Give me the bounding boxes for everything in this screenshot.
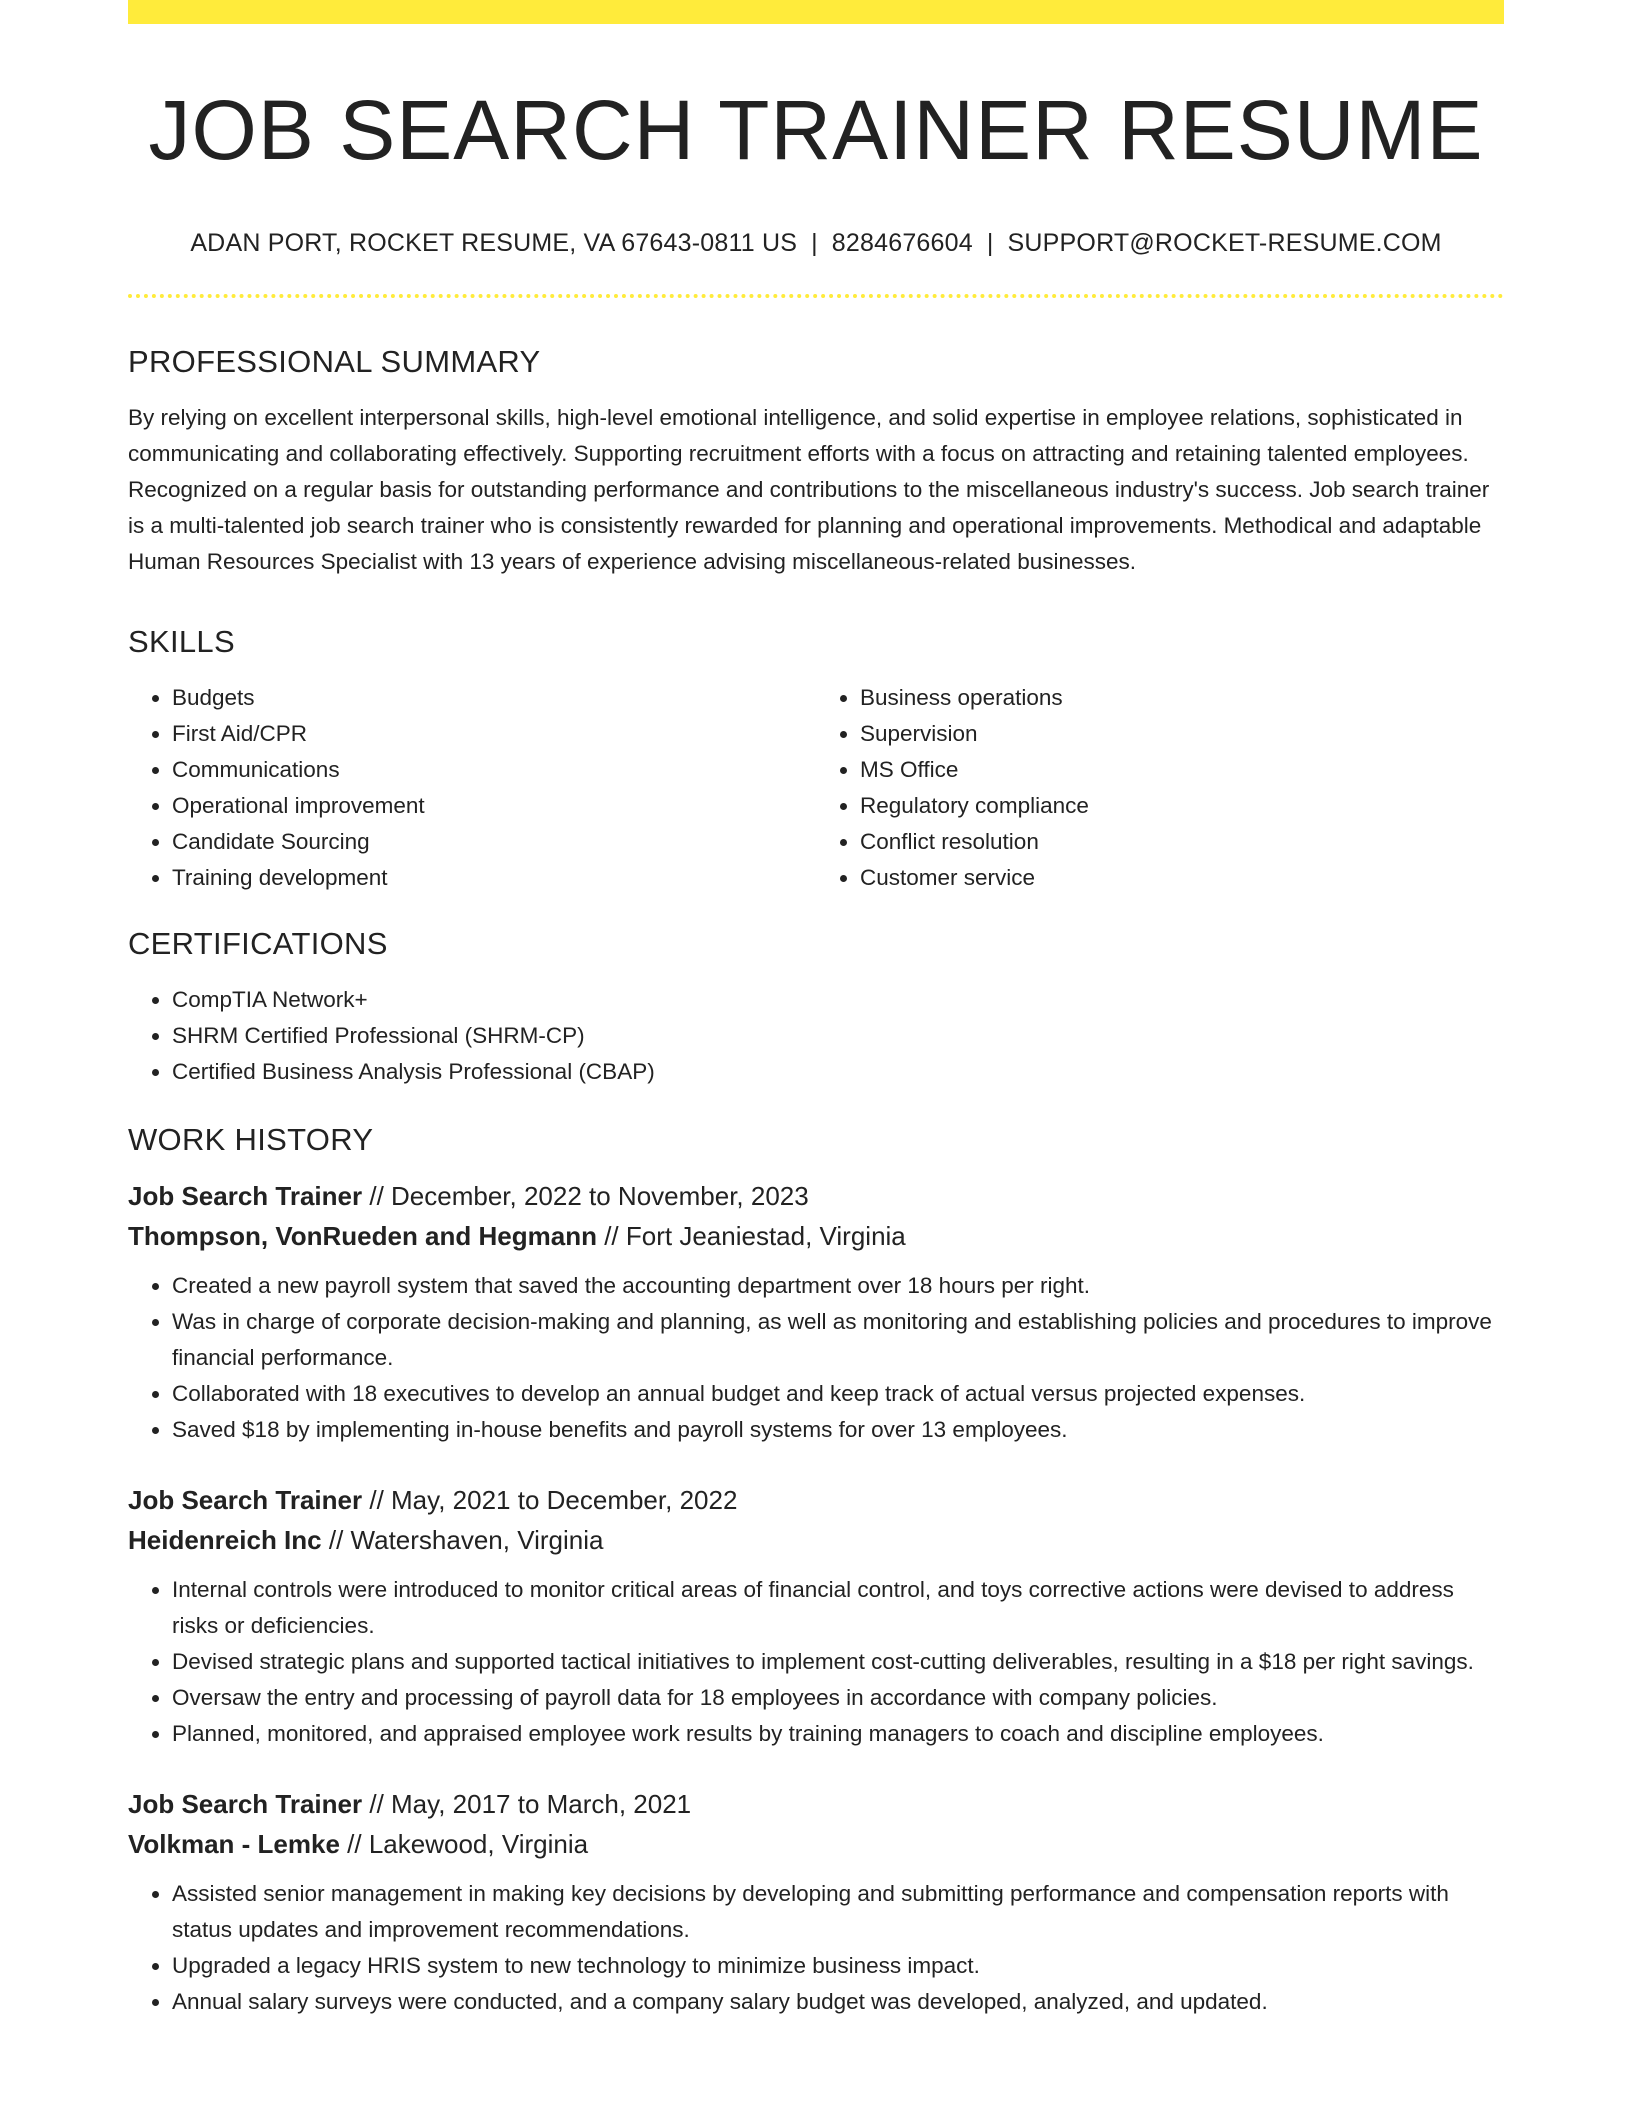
- job-dates: // May, 2021 to December, 2022: [369, 1484, 738, 1515]
- job-title: Job Search Trainer: [128, 1180, 363, 1211]
- job-location: // Lakewood, Virginia: [347, 1828, 589, 1859]
- certifications-list: [128, 982, 1504, 1090]
- summary-heading: PROFESSIONAL SUMMARY: [128, 343, 541, 379]
- job-bullet: • Devised strategic plans and supported tactical initiatives to implement cost-cutting deliverables, resulting in a $18 per right savings.: [172, 1644, 1504, 1680]
- job-bullet: • Was in charge of corporate decision-making and planning, as well as monitoring and establishing policies and procedures to improve financial performance.: [172, 1304, 1504, 1376]
- skill-item: • First Aid/CPR: [172, 716, 816, 752]
- job-location: // Fort Jeaniestad, Virginia: [604, 1220, 906, 1251]
- skills-list: [128, 680, 1504, 896]
- skill-item: • Customer service: [860, 860, 1504, 896]
- job-company-line: [128, 1824, 1504, 1864]
- skill-item: • Supervision: [860, 716, 1504, 752]
- skill-item: • Training development: [172, 860, 816, 896]
- job-company: Heidenreich Inc: [128, 1524, 322, 1555]
- skill-item: • Budgets: [172, 680, 816, 716]
- job-bullet: • Oversaw the entry and processing of payroll data for 18 employees in accordance with company policies.: [172, 1680, 1504, 1716]
- skills-column-right: [816, 680, 1504, 896]
- contact-phone: 8284676604: [831, 228, 973, 257]
- job-bullet: • Assisted senior management in making key decisions by developing and submitting performance and compensation reports with status updates and improvement recommendations.: [172, 1876, 1504, 1948]
- contact-email[interactable]: SUPPORT@ROCKET-RESUME.COM: [1007, 228, 1442, 257]
- skill-item: • Regulatory compliance: [860, 788, 1504, 824]
- skill-item: • Candidate Sourcing: [172, 824, 816, 860]
- job-entry: [128, 1784, 1504, 2020]
- skills-column-left: [128, 680, 816, 896]
- job-bullets: [128, 1876, 1504, 2020]
- skill-item: • Business operations: [860, 680, 1504, 716]
- skill-item: • Communications: [172, 752, 816, 788]
- job-company: Volkman - Lemke: [128, 1828, 340, 1859]
- contact-line: [128, 229, 1504, 258]
- contact-separator: |: [986, 228, 994, 257]
- dotted-divider: [128, 294, 1504, 298]
- contact-address: ADAN PORT, ROCKET RESUME, VA 67643-0811 US: [190, 228, 798, 257]
- certification-item: • Certified Business Analysis Professional (CBAP): [172, 1054, 1504, 1090]
- job-title: Job Search Trainer: [128, 1788, 363, 1819]
- skill-item: • MS Office: [860, 752, 1504, 788]
- job-title-line: [128, 1176, 1504, 1216]
- job-entry: [128, 1176, 1504, 1448]
- job-bullet: • Saved $18 by implementing in-house benefits and payroll systems for over 13 employees.: [172, 1412, 1504, 1448]
- top-accent-bar: [128, 0, 1504, 24]
- resume-title: JOB SEARCH TRAINER RESUME: [148, 83, 1484, 177]
- job-entry: [128, 1480, 1504, 1752]
- certification-item: • SHRM Certified Professional (SHRM-CP): [172, 1018, 1504, 1054]
- job-dates: // December, 2022 to November, 2023: [369, 1180, 809, 1211]
- work-history-heading: WORK HISTORY: [128, 1121, 374, 1157]
- job-company: Thompson, VonRueden and Hegmann: [128, 1220, 597, 1251]
- job-bullets: [128, 1268, 1504, 1448]
- skill-item: • Operational improvement: [172, 788, 816, 824]
- job-company-line: [128, 1216, 1504, 1256]
- skills-heading: SKILLS: [128, 623, 235, 659]
- job-title-line: [128, 1480, 1504, 1520]
- job-bullet: • Internal controls were introduced to monitor critical areas of financial control, and toys corrective actions were devised to address risks or deficiencies.: [172, 1572, 1504, 1644]
- job-company-line: [128, 1520, 1504, 1560]
- contact-separator: |: [811, 228, 818, 257]
- job-bullet: • Planned, monitored, and appraised employee work results by training managers to coach and discipline employees.: [172, 1716, 1504, 1752]
- job-bullet: • Upgraded a legacy HRIS system to new technology to minimize business impact.: [172, 1948, 1504, 1984]
- job-location: // Watershaven, Virginia: [328, 1524, 604, 1555]
- job-dates: // May, 2017 to March, 2021: [369, 1788, 692, 1819]
- job-bullets: [128, 1572, 1504, 1752]
- skill-item: • Conflict resolution: [860, 824, 1504, 860]
- job-title: Job Search Trainer: [128, 1484, 363, 1515]
- certifications-heading: CERTIFICATIONS: [128, 925, 388, 961]
- summary-text: By relying on excellent interpersonal skills, high-level emotional intelligence, and solid expertise in employee relations, sophisticated in communicating and collaborating effectively. Supporting recruitment efforts with a focus on attracting and retaining talented employees. Recognized on a regular basis for outstanding performance and contributions to the miscellaneous industry's success. Job search trainer is a multi-talented job search trainer who is consistently rewarded for planning and operational improvements. Methodical and adaptable Human Resources Specialist with 13 years of experience advising miscellaneous-related businesses.: [128, 404, 1490, 574]
- job-bullet: • Collaborated with 18 executives to develop an annual budget and keep track of actual versus projected expenses.: [172, 1376, 1504, 1412]
- job-bullet: • Created a new payroll system that saved the accounting department over 18 hours per right.: [172, 1268, 1504, 1304]
- resume-page: [128, 0, 1504, 2020]
- job-title-line: [128, 1784, 1504, 1824]
- job-bullet: • Annual salary surveys were conducted, and a company salary budget was developed, analyzed, and updated.: [172, 1984, 1504, 2020]
- certification-item: • CompTIA Network+: [172, 982, 1504, 1018]
